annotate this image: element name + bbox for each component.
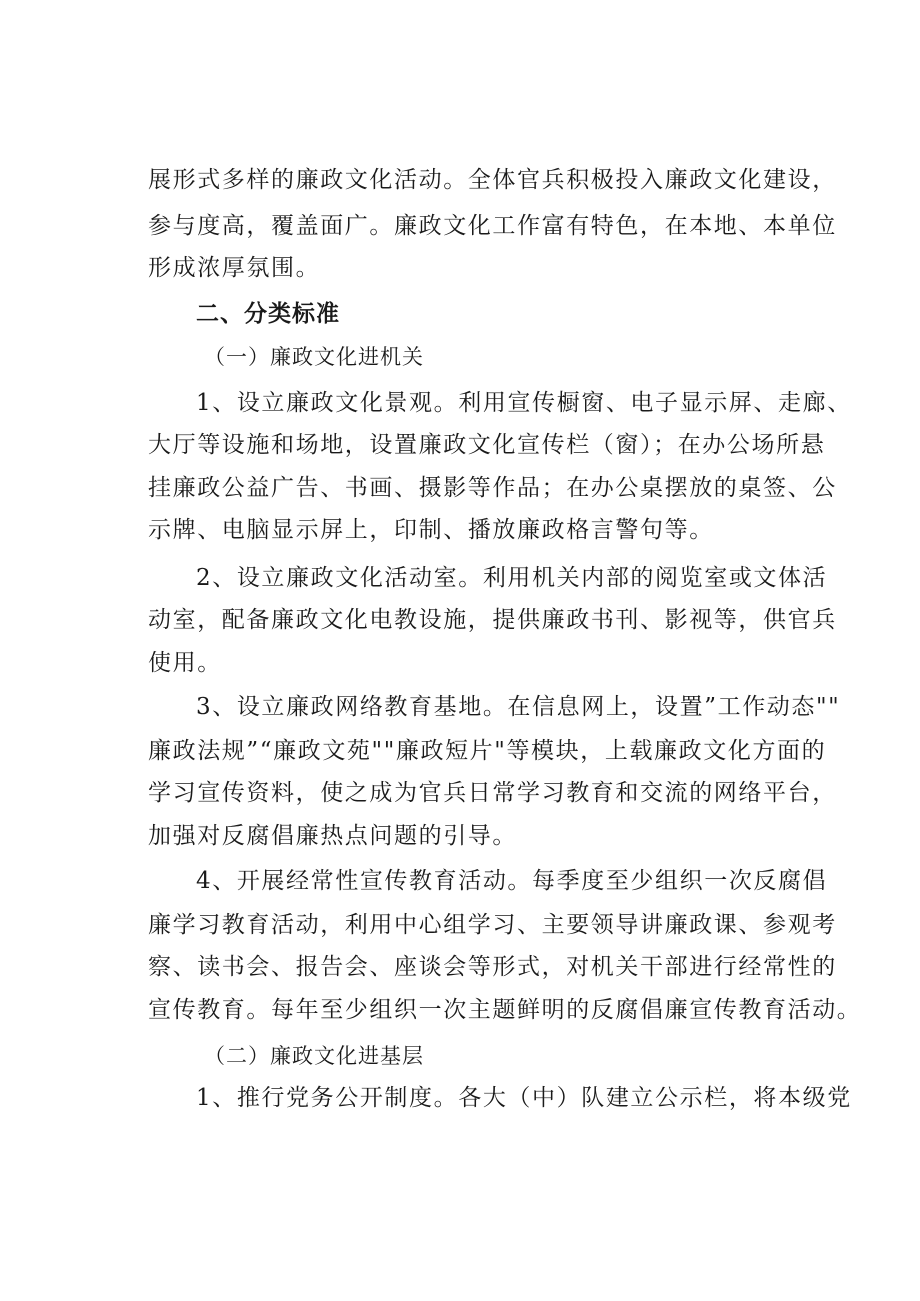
item3-line-3: 学习宣传资料，使之成为官兵日常学习教育和交流的网络平台， (148, 780, 837, 806)
item2-line-3: 使用。 (148, 650, 222, 676)
subsection-title-2: （二）廉政文化进基层 (204, 1044, 424, 1068)
intro-line-3: 形成浓厚氛围。 (148, 255, 321, 281)
section-heading: 二、分类标准 (196, 301, 340, 327)
item1-line-4: 示牌、电脑显示屏上，印制、播放廉政格言警句等。 (148, 517, 714, 543)
sub2-item1-line-1: 1、推行党务公开制度。各大（中）队建立公示栏，将本级党 (196, 1085, 852, 1111)
item1-line-2: 大厅等设施和场地，设置廉政文化宣传栏（窗）；在办公场所悬 (148, 432, 826, 458)
intro-line-2: 参与度高，覆盖面广。廉政文化工作富有特色，在本地、本单位 (148, 213, 837, 239)
item4-line-2: 廉学习教育活动，利用中心组学习、主要领导讲廉政课、参观考 (148, 912, 837, 938)
item1-line-3: 挂廉政公益广告、书画、摄影等作品；在办公桌摆放的桌签、公 (148, 475, 837, 501)
item4-line-4: 宣传教育。每年至少组织一次主题鲜明的反腐倡廉宣传教育活动。 (148, 997, 862, 1023)
item4-line-3: 察、读书会、报告会、座谈会等形式，对机关干部进行经常性的 (148, 954, 837, 980)
item2-line-1: 2、设立廉政文化活动室。利用机关内部的阅览室或文体活 (196, 565, 828, 591)
item3-line-1: 3、设立廉政网络教育基地。在信息网上，设置”工作动态"" (196, 694, 841, 720)
intro-line-1: 展形式多样的廉政文化活动。全体官兵积极投入廉政文化建设， (148, 167, 837, 193)
subsection-title-1: （一）廉政文化进机关 (204, 345, 424, 369)
item2-line-2: 动室，配备廉政文化电教设施，提供廉政书刊、影视等，供官兵 (148, 607, 837, 633)
item1-line-1: 1、设立廉政文化景观。利用宣传橱窗、电子显示屏、走廊、 (196, 390, 852, 416)
item3-line-4: 加强对反腐倡廉热点问题的引导。 (148, 823, 517, 849)
item4-line-1: 4、开展经常性宣传教育活动。每季度至少组织一次反腐倡 (196, 868, 828, 894)
item3-line-2: 廉政法规”“廉政文苑""廉政短片"等模块，上载廉政文化方面的 (148, 738, 827, 764)
